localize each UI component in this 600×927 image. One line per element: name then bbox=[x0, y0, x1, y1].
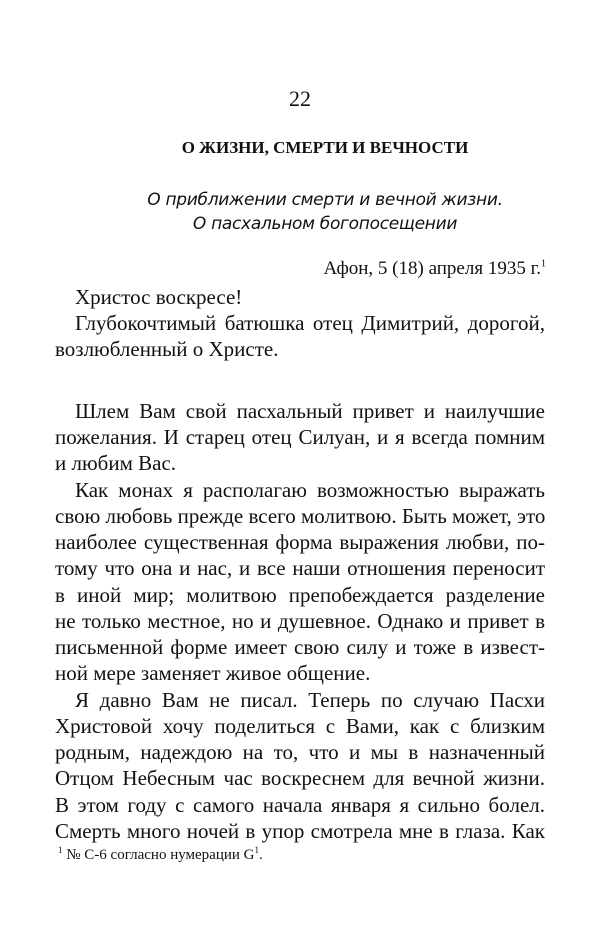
chapter-number: 22 bbox=[289, 86, 311, 111]
text-line: не только местное, но и душевное. Однако и привет в bbox=[55, 609, 545, 633]
text-line: В этом году с самого начала января я сильно болел. bbox=[55, 793, 545, 817]
subtitle-line-1: О приближении смерти и вечной жизни. bbox=[147, 190, 503, 210]
dateline bbox=[323, 258, 546, 280]
text-line: Я давно Вам не писал. Теперь по случаю Пасхи bbox=[75, 688, 545, 712]
text-line: пожелания. И старец отец Силуан, и я всегда помним bbox=[55, 425, 545, 449]
text-line: возлюбленный о Христе. bbox=[55, 337, 279, 361]
text-line: Как монах я располагаю возможностью выражать bbox=[75, 478, 545, 502]
footnote-text: № С-6 согласно нумерации G bbox=[66, 847, 255, 863]
text-line: Глубокочтимый батюшка отец Димитрий, дорогой, bbox=[75, 311, 545, 335]
footnote-mark: 1 bbox=[58, 845, 63, 855]
text-line: и любим Вас. bbox=[55, 451, 177, 475]
chapter-title: О ЖИЗНИ, СМЕРТИ И ВЕЧНОСТИ bbox=[181, 138, 469, 157]
text-line: Смерть много ночей в упор смотрела мне в глаза. Как bbox=[55, 819, 545, 843]
subtitle-line-2: О пасхальном богопосещении bbox=[192, 214, 458, 234]
text-line: письменной форме имеет свою силу и тоже в извест- bbox=[55, 635, 545, 659]
text-line: Христовой хочу поделиться с Вами, как с близким bbox=[55, 714, 545, 738]
text-line: Шлем Вам свой пасхальный привет и наилучшие bbox=[75, 399, 545, 423]
text-line: наиболее существенная форма выражения любви, по- bbox=[55, 530, 545, 554]
text-line: родным, надеждою на то, что и мы в назначенный bbox=[55, 740, 545, 764]
footnote-sup: 1 bbox=[254, 845, 259, 855]
text-line: ной мере заменяет живое общение. bbox=[55, 661, 371, 685]
text-line: свою любовь прежде всего молитвою. Быть может, это bbox=[55, 504, 546, 528]
text-line: в иной мир; молитвою препобеждается разделение bbox=[55, 583, 545, 607]
footnote bbox=[58, 845, 263, 864]
text-line: Отцом Небесным час воскреснем для вечной жизни. bbox=[55, 766, 545, 790]
text-line: тому что она и нас, и все наши отношения переносит bbox=[55, 556, 545, 580]
footnote-mark: 1 bbox=[541, 258, 546, 270]
footnote-end: . bbox=[259, 847, 263, 863]
text-line: Христос воскресе! bbox=[75, 285, 243, 309]
dateline-text: Афон, 5 (18) апреля 1935 г. bbox=[323, 258, 541, 279]
